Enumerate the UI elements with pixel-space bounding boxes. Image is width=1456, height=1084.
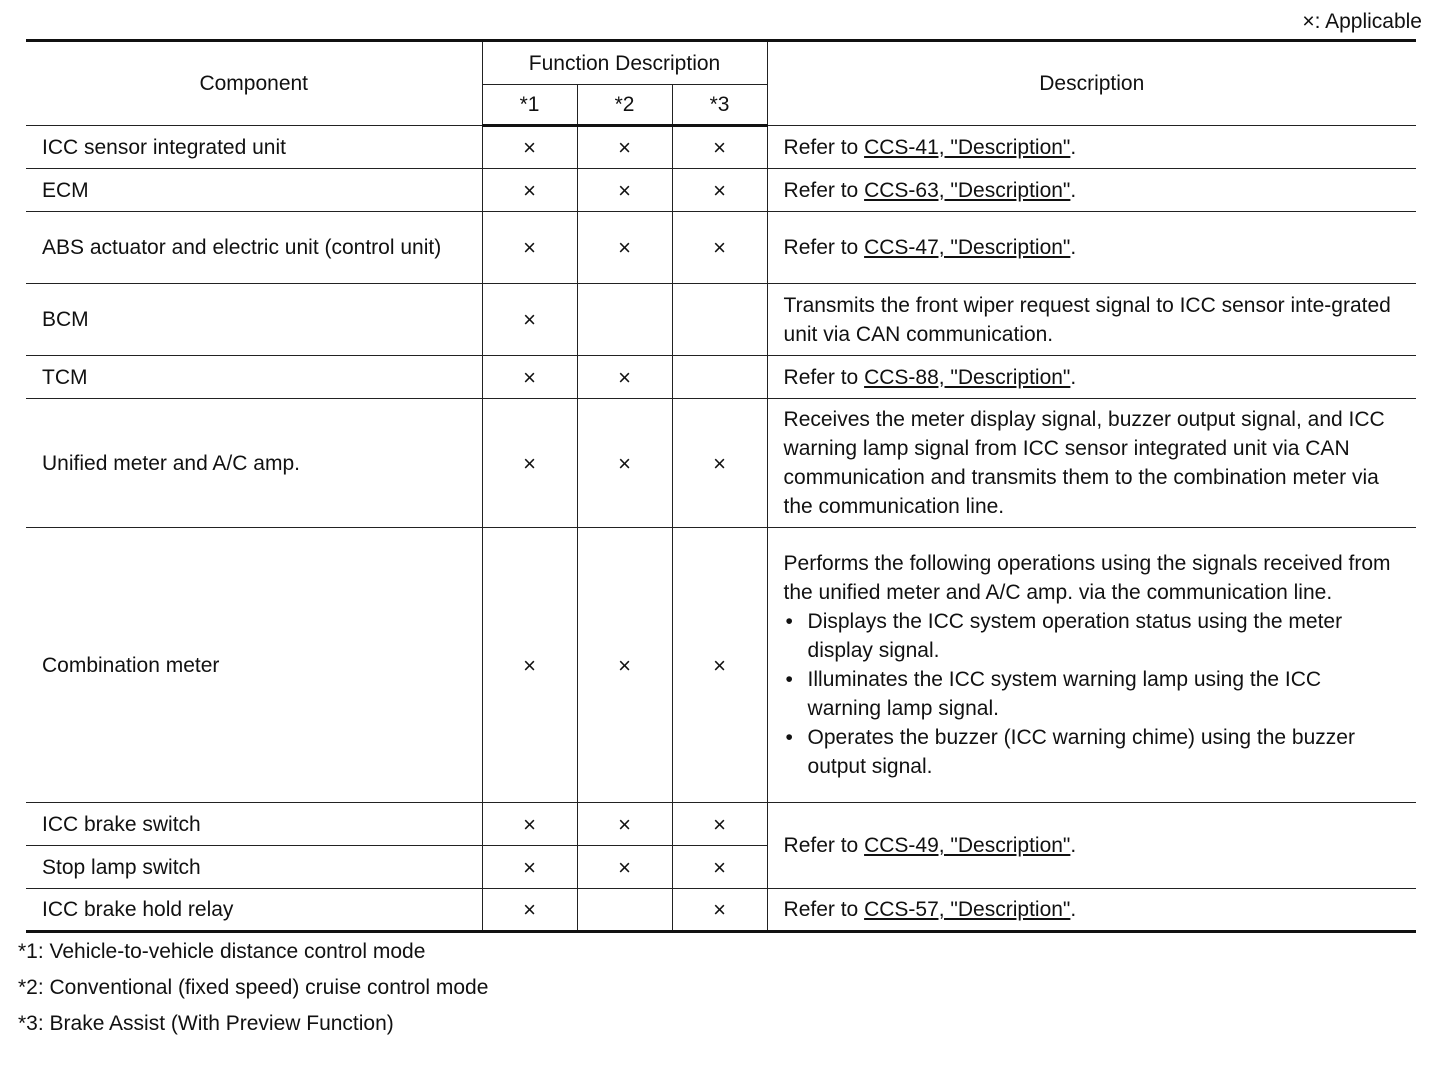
component-cell: ICC brake hold relay	[26, 889, 482, 932]
footnote-3: *3: Brake Assist (With Preview Function)	[18, 1012, 394, 1035]
f2-mark: ×	[577, 126, 672, 169]
description-prefix: Refer to	[783, 365, 865, 389]
header-f3: *3	[672, 85, 767, 126]
table-row	[26, 399, 1416, 528]
f1-mark: ×	[482, 528, 577, 803]
description-prefix: Refer to	[783, 898, 865, 921]
f2-mark	[577, 284, 672, 356]
description-link[interactable]: CCS-57, "Description"	[864, 898, 1071, 921]
description-intro: Performs the following operations using the signals received from the unified meter and A/C amp. via the communication line.	[783, 552, 1391, 604]
footnote-2: *2: Conventional (fixed speed) cruise control mode	[18, 976, 489, 999]
description-cell	[767, 803, 1416, 889]
component-cell: ABS actuator and electric unit (control unit)	[26, 212, 482, 284]
f1-mark: ×	[482, 356, 577, 399]
f1-mark: ×	[482, 803, 577, 846]
component-cell: BCM	[26, 284, 482, 356]
f1-mark: ×	[482, 399, 577, 528]
table-row	[26, 803, 1416, 846]
list-item: • Operates the buzzer (ICC warning chime) using the buzzer output signal.	[784, 723, 1401, 781]
f1-mark: ×	[482, 126, 577, 169]
description-prefix: Refer to	[783, 236, 865, 259]
f3-mark: ×	[672, 399, 767, 528]
description-cell	[767, 356, 1416, 399]
description-prefix: Refer to	[783, 178, 865, 202]
description-cell	[767, 528, 1416, 803]
header-f2: *2	[577, 85, 672, 126]
f2-mark: ×	[577, 528, 672, 803]
f2-mark	[577, 889, 672, 932]
description-cell	[767, 889, 1416, 932]
description-suffix: .	[1070, 135, 1077, 159]
description-link[interactable]: CCS-63, "Description"	[864, 178, 1071, 202]
f1-mark: ×	[482, 889, 577, 932]
description-cell	[767, 169, 1416, 212]
description-suffix: .	[1070, 365, 1077, 389]
operations-list	[784, 607, 1401, 781]
table-row	[26, 284, 1416, 356]
list-item: • Displays the ICC system operation status using the meter display signal.	[784, 607, 1401, 665]
description-suffix: .	[1070, 898, 1077, 921]
table-row	[26, 169, 1416, 212]
f3-mark	[672, 284, 767, 356]
component-cell: Stop lamp switch	[26, 846, 482, 889]
f1-mark: ×	[482, 284, 577, 356]
description-cell: Transmits the front wiper request signal to ICC sensor inte-grated unit via CAN communication.	[767, 284, 1416, 356]
description-prefix: Refer to	[783, 135, 865, 159]
f3-mark: ×	[672, 169, 767, 212]
description-cell	[767, 126, 1416, 169]
f2-mark: ×	[577, 212, 672, 284]
header-f1: *1	[482, 85, 577, 126]
description-suffix: .	[1070, 178, 1077, 202]
table-row	[26, 212, 1416, 284]
description-cell	[767, 212, 1416, 284]
f3-mark: ×	[672, 846, 767, 889]
description-cell: Receives the meter display signal, buzzer output signal, and ICC warning lamp signal from ICC sensor integrated unit via CAN communication and transmits them to the combination meter via the communication line.	[767, 399, 1416, 528]
f1-mark: ×	[482, 846, 577, 889]
f2-mark: ×	[577, 356, 672, 399]
f1-mark: ×	[482, 212, 577, 284]
footnotes	[18, 938, 488, 1046]
table-row	[26, 889, 1416, 932]
description-suffix: .	[1070, 834, 1077, 857]
table-row	[26, 126, 1416, 169]
description-link[interactable]: CCS-49, "Description"	[864, 834, 1071, 857]
f2-mark: ×	[577, 803, 672, 846]
description-suffix: .	[1070, 236, 1077, 259]
f2-mark: ×	[577, 169, 672, 212]
f2-mark: ×	[577, 399, 672, 528]
f3-mark: ×	[672, 889, 767, 932]
component-cell: ECM	[26, 169, 482, 212]
f3-mark: ×	[672, 528, 767, 803]
header-component: Component	[26, 41, 482, 126]
f3-mark: ×	[672, 212, 767, 284]
description-link[interactable]: CCS-41, "Description"	[864, 135, 1071, 159]
description-link[interactable]: CCS-47, "Description"	[864, 236, 1071, 259]
list-item: • Illuminates the ICC system warning lamp using the ICC warning lamp signal.	[784, 665, 1401, 723]
table-row	[26, 356, 1416, 399]
f1-mark: ×	[482, 169, 577, 212]
f2-mark: ×	[577, 846, 672, 889]
header-function-description: Function Description	[482, 41, 767, 85]
component-cell: ICC brake switch	[26, 803, 482, 846]
component-cell: ICC sensor integrated unit	[26, 126, 482, 169]
description-link[interactable]: CCS-88, "Description"	[864, 365, 1071, 389]
component-cell: TCM	[26, 356, 482, 399]
footnote-1: *1: Vehicle-to-vehicle distance control mode	[18, 940, 426, 963]
f3-mark: ×	[672, 803, 767, 846]
component-function-table	[26, 39, 1416, 933]
header-description: Description	[767, 41, 1416, 126]
applicable-legend: ×: Applicable	[1302, 10, 1422, 33]
f3-mark	[672, 356, 767, 399]
f3-mark: ×	[672, 126, 767, 169]
component-cell: Combination meter	[26, 528, 482, 803]
table-row	[26, 528, 1416, 803]
description-prefix: Refer to	[783, 834, 865, 857]
component-cell: Unified meter and A/C amp.	[26, 399, 482, 528]
